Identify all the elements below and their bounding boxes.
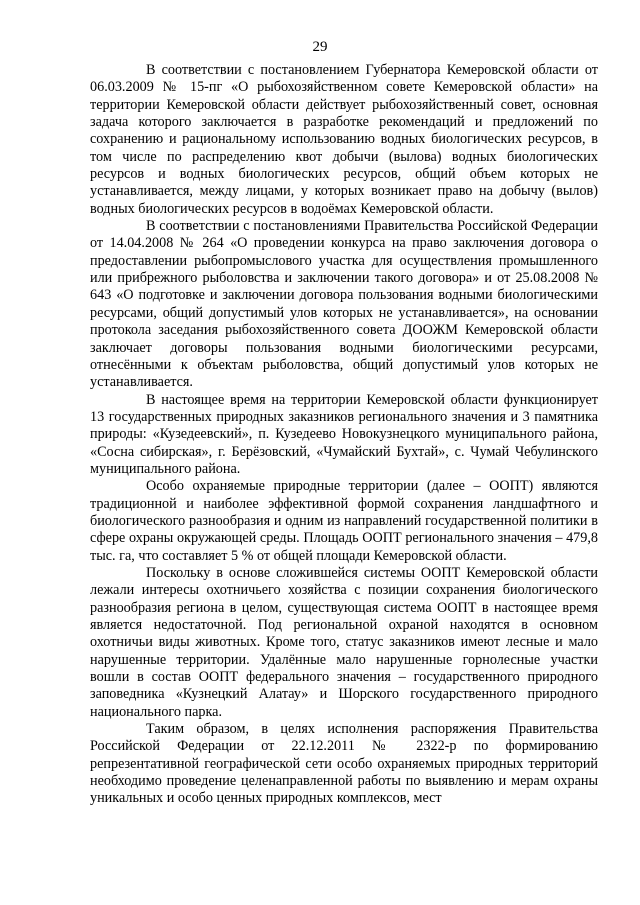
paragraph-fishery-council: В соответствии с постановлением Губернатора Кемеровской области от 06.03.2009 № 15-пг «О рыбохозяйственном совете Кемеровской области» на территории Кемеровской области действует рыбохозяйственный совет, основная задача которого заключается в разработке рекомендаций и предложений по сохранению и рациональному использованию водных биологических ресурсов, в том числе по распределению квот добычи (вылова) водных биологических ресурсов и водных биологических ресурсов, общий объем которых не устанавливается, между лицами, у которых возникает право на добычу (вылов) водных биологических ресурсов в водоёмах Кемеровской области. [90,62,598,217]
document-body [90,62,598,808]
paragraph-government-resolutions: В соответствии с постановлениями Правительства Российской Федерации от 14.04.2008 № 264 «О проведении конкурса на право заключения договора о предоставлении рыбопромыслового участка для осуществления промышленного или прибрежного рыболовства и заключении такого договора» и от 25.08.2008 № 643 «О подготовке и заключении договора пользования водными биологическими ресурсами, общий допустимый улов которых не устанавливается», на основании протокола заседания рыбохозяйственного совета ДООЖМ Кемеровской области заключает договоры пользования водными биологическими ресурсами, отнесёнными к объектам рыболовства, общий допустимый улов которых не устанавливается. [90,218,598,391]
page-number: 29 [312,39,328,55]
paragraph-nature-reserves: В настоящее время на территории Кемеровской области функционирует 13 государственных природных заказников регионального значения и 3 памятника природы: «Кузедеевский», п. Кузедеево Новокузнецкого муниципального района, «Сосна сибирская», г. Берёзовский, «Чумайский Бухтай», с. Чумай Чебулинского муниципального района. [90,391,598,477]
paragraph-protected-areas: Особо охраняемые природные территории (далее – ООПТ) являются традиционной и наиболее эффективной формой сохранения ландшафтного и биологического разнообразия и одним из направлений государственной политики в сфере охраны окружающей среды. Площадь ООПТ регионального значения – 479,8 тыс. га, что составляет 5 % от общей площади Кемеровской области. [90,478,598,564]
paragraph-oopt-system: Поскольку в основе сложившейся системы ООПТ Кемеровской области лежали интересы охотничьего хозяйства с позиции сохранения биологического разнообразия региона в целом, существующая система ООПТ в настоящее время является недостаточной. Под региональной охраной находятся в основном охотничьи виды животных. Кроме того, статус заказников имеют лесные и мало нарушенные территории. Удалённые мало нарушенные горнолесные участки вошли в состав ООПТ федерального значения – государственного природного заповедника «Кузнецкий Алатау» и Шорского государственного природного национального парка. [90,564,598,720]
paragraph-conclusion: Таким образом, в целях исполнения распоряжения Правительства Российской Федерации от 22.12.2011 № 2322-р по формированию репрезентативной географической сети особо охраняемых природных территорий необходимо проведение целенаправленной работы по выявлению и мерам охраны уникальных и особо ценных природных комплексов, мест [90,721,598,807]
